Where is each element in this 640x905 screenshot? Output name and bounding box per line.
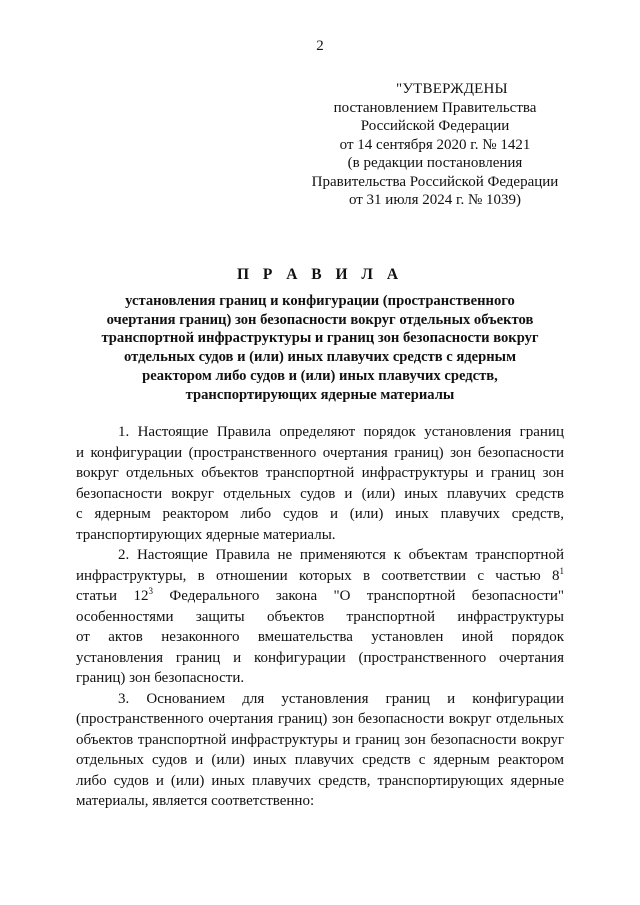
paragraph-text: инфраструктуры, в отношении которых в соответствии с частью 8 <box>76 567 560 584</box>
approval-line: постановлением Правительства <box>333 99 537 116</box>
subtitle-line: транспортной инфраструктуры и границ зон безопасности вокруг <box>101 330 539 347</box>
paragraph-1 <box>76 422 564 545</box>
paragraph-line: либо судов и (или) иных плавучих средств, транспортирующих ядерные <box>76 772 564 789</box>
approval-block <box>300 80 570 210</box>
subtitle-line: очертания границ) зон безопасности вокруг отдельных объектов <box>106 311 534 328</box>
paragraph-line <box>76 586 564 607</box>
paragraph-line <box>76 566 564 587</box>
paragraph-2 <box>76 545 564 689</box>
approval-line: от 14 сентября 2020 г. № 1421 <box>339 136 531 153</box>
paragraph-line: 3. Основанием для установления границ и конфигурации <box>118 690 564 707</box>
paragraph-line: транспортирующих ядерные материалы. <box>76 526 336 543</box>
paragraph-line: с ядерным реактором либо судов и (или) иных плавучих средств, <box>76 506 564 522</box>
page-number: 2 <box>316 38 324 54</box>
paragraph-line: особенностями защиты объектов транспортной инфраструктуры <box>76 608 564 625</box>
approval-line: Российской Федерации <box>360 118 510 134</box>
paragraph-line: 2. Настоящие Правила не применяются к объектам транспортной <box>118 547 564 563</box>
subtitle-line: реактором либо судов и (или) иных плавучих средств, <box>142 367 498 384</box>
paragraph-line: отдельных судов и (или) иных плавучих средств с ядерным реактором <box>76 752 564 768</box>
subtitle-line: отдельных судов и (или) иных плавучих средств с ядерным <box>123 349 517 366</box>
paragraph-line: установления границ и конфигурации (пространственного очертания <box>76 649 564 666</box>
paragraph-line: границ) зон безопасности. <box>76 670 245 686</box>
paragraph-text: Федерального закона "О транспортной безопасности" <box>169 588 565 604</box>
approval-heading: "УТВЕРЖДЕНЫ <box>396 81 508 97</box>
paragraph-line: безопасности вокруг отдельных судов и (или) иных плавучих средств <box>76 485 564 502</box>
document-body <box>76 422 564 812</box>
paragraph-line: 1. Настоящие Правила определяют порядок установления границ <box>118 424 564 440</box>
superscript: 3 <box>148 586 153 596</box>
paragraph-text: статьи 12 <box>76 588 149 604</box>
paragraph-line: от актов незаконного вмешательства установлен иной порядок <box>76 629 564 645</box>
paragraph-3 <box>76 689 564 812</box>
approval-line: (в редакции постановления <box>347 155 523 171</box>
subtitle-line: транспортирующих ядерные материалы <box>185 386 455 403</box>
subtitle-line: установления границ и конфигурации (пространственного <box>125 293 515 309</box>
approval-line: Правительства Российской Федерации <box>311 173 559 190</box>
paragraph-line: и конфигурации (пространственного очертания границ) зон безопасности <box>76 444 564 461</box>
document-title: П Р А В И Л А <box>236 266 404 283</box>
paragraph-line: объектов транспортной инфраструктуры и границ зон безопасности вокруг <box>76 731 564 748</box>
paragraph-line: материалы, является соответственно: <box>76 793 315 809</box>
document-subtitle <box>80 292 560 404</box>
superscript: 1 <box>559 565 564 576</box>
paragraph-line: вокруг отдельных объектов транспортной инфраструктуры и границ зон <box>76 465 564 481</box>
paragraph-line: (пространственного очертания границ) зон безопасности вокруг отдельных <box>76 711 564 727</box>
approval-line: от 31 июля 2024 г. № 1039) <box>348 192 522 208</box>
